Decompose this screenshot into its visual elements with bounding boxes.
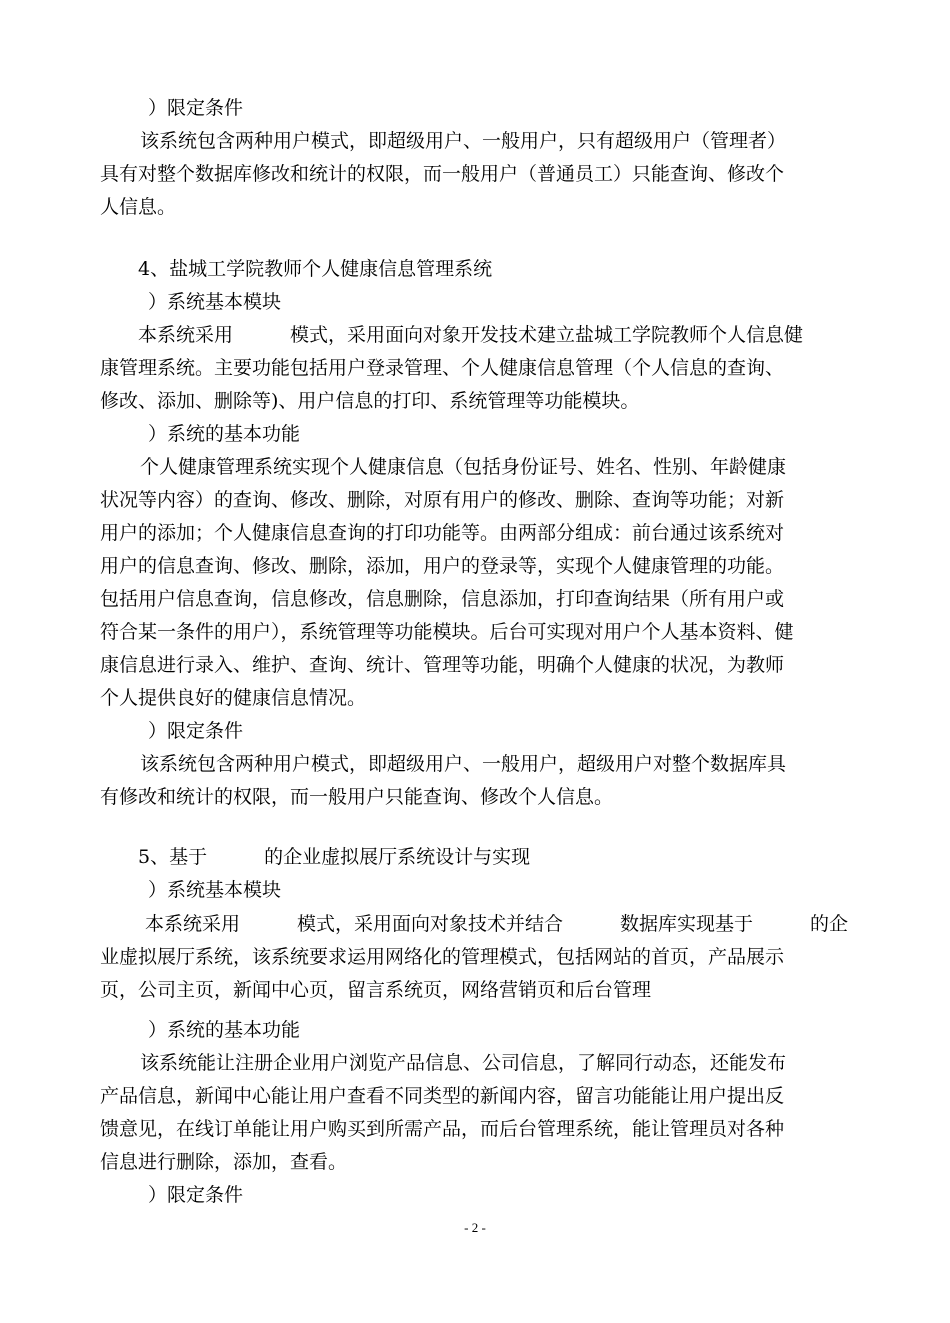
- text-line: 该系统包含两种用户模式，即超级用户、一般用户，超级用户对整个数据库具: [140, 753, 787, 775]
- text-line: 用户的添加；个人健康信息查询的打印功能等。由两部分组成：前台通过该系统对: [100, 522, 785, 544]
- text-line: 包括用户信息查询，信息修改，信息删除，信息添加，打印查询结果（所有用户或: [100, 588, 785, 610]
- text-line: 具有对整个数据库修改和统计的权限，而一般用户（普通员工）只能查询、修改个: [100, 163, 785, 185]
- text-line: ）限定条件: [148, 97, 244, 119]
- section-heading-5: 5、基于 的企业虚拟展厅系统设计与实现: [138, 846, 531, 868]
- text-line: 该系统包含两种用户模式，即超级用户、一般用户，只有超级用户（管理者）: [140, 130, 787, 152]
- text-line: 修改、添加、删除等)、用户信息的打印、系统管理等功能模块。: [100, 390, 640, 412]
- text-line: 本系统采用 模式，采用面向对象开发技术建立盐城工学院教师个人信息健: [138, 324, 804, 346]
- text-line: 馈意见，在线订单能让用户购买到所需产品，而后台管理系统，能让管理员对各种: [100, 1118, 785, 1140]
- text-line: 康管理系统。主要功能包括用户登录管理、个人健康信息管理（个人信息的查询、: [100, 357, 785, 379]
- text-line: 状况等内容）的查询、修改、删除，对原有用户的修改、删除、查询等功能；对新: [100, 489, 785, 511]
- text-line: 本系统采用 模式，采用面向对象技术并结合 数据库实现基于 的企: [145, 913, 849, 935]
- text-line: ）系统基本模块: [148, 879, 282, 901]
- text-line: 人信息。: [100, 196, 177, 218]
- text-line: 个人提供良好的健康信息情况。: [100, 687, 367, 709]
- text-line: ）系统基本模块: [148, 291, 282, 313]
- text-line: ）限定条件: [148, 1184, 244, 1206]
- text-line: 业虚拟展厅系统，该系统要求运用网络化的管理模式，包括网站的首页，产品展示: [100, 946, 785, 968]
- text-line: 信息进行删除，添加，查看。: [100, 1151, 348, 1173]
- text-line: ）系统的基本功能: [148, 423, 301, 445]
- text-line: 页，公司主页，新闻中心页，留言系统页，网络营销页和后台管理: [100, 979, 652, 1001]
- text-line: ）限定条件: [148, 720, 244, 742]
- text-line: 个人健康管理系统实现个人健康信息（包括身份证号、姓名、性别、年龄健康: [140, 456, 787, 478]
- text-line: 用户的信息查询、修改、删除，添加，用户的登录等，实现个人健康管理的功能。: [100, 555, 785, 577]
- text-line: 康信息进行录入、维护、查询、统计、管理等功能，明确个人健康的状况，为教师: [100, 654, 785, 676]
- page-number: - 2 -: [464, 1220, 486, 1235]
- text-line: 有修改和统计的权限，而一般用户只能查询、修改个人信息。: [100, 786, 614, 808]
- section-heading-4: 4、盐城工学院教师个人健康信息管理系统: [138, 258, 493, 280]
- text-line: 产品信息，新闻中心能让用户查看不同类型的新闻内容，留言功能能让用户提出反: [100, 1085, 785, 1107]
- text-line: ）系统的基本功能: [148, 1019, 301, 1041]
- text-line: 该系统能让注册企业用户浏览产品信息、公司信息，了解同行动态，还能发布: [140, 1052, 787, 1074]
- text-line: 符合某一条件的用户），系统管理等功能模块。后台可实现对用户个人基本资料、健: [100, 621, 794, 643]
